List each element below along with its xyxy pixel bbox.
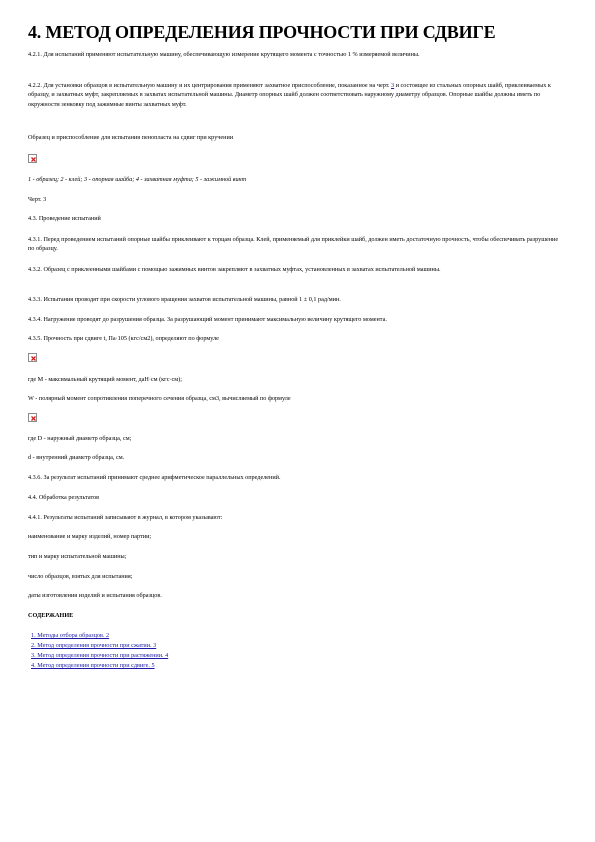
paragraph-4-2-2 xyxy=(28,81,563,109)
drawing-label: Черт. 3 xyxy=(28,196,47,203)
toc-link-2[interactable]: 2. Метод определения прочности при сжатии. 3 xyxy=(31,642,157,649)
paragraph-4-3-6: 4.3.6. За результат испытаний принимают среднее арифметическое параллельных определений. xyxy=(28,474,281,481)
drawing-3-link[interactable]: 3 xyxy=(391,82,395,89)
subsection-heading-4-3: 4.3. Проведение испытаний xyxy=(28,215,101,222)
paragraph-4-3-4: 4.3.4. Нагружение проводят до разрушения образца. За разрушающий момент принимают максимальную величину крутящего момента. xyxy=(28,316,387,323)
where-d-outer: где D - наружный диаметр образца, см; xyxy=(28,435,132,442)
toc-link-4[interactable]: 4. Метод определения прочности при сдвиге. 5 xyxy=(31,662,155,669)
where-w: W - полярный момент сопротивления поперечного сечения образца, см3, вычисляемый по формуле xyxy=(28,395,291,402)
list-item: наименование и марку изделий, номер партии; xyxy=(28,533,152,540)
where-d-inner: d - внутренний диаметр образца, см. xyxy=(28,454,125,461)
subsection-heading-4-4: 4.4. Обработка результатов xyxy=(28,494,100,501)
table-of-contents xyxy=(31,631,168,671)
paragraph-4-3-3: 4.3.3. Испытания проводят при скорости углового вращения захватов испытательной машины, равной 1 ± 0,1 рад/мин. xyxy=(28,296,341,303)
paragraph-4-2-2-text-a: 4.2.2. Для установки образцов в испытательную машину и их центрирования применяют захватное приспособление, показанное на черт. xyxy=(28,82,392,89)
section-title: 4. МЕТОД ОПРЕДЕЛЕНИЯ ПРОЧНОСТИ ПРИ СДВИГЕ xyxy=(28,22,496,42)
broken-image-icon xyxy=(28,353,37,362)
paragraph-4-3-5: 4.3.5. Прочность при сдвиге t, Па·105 (кгс/см2), определяют по формуле xyxy=(28,335,219,342)
toc-title: СОДЕРЖАНИЕ xyxy=(28,612,74,619)
paragraph-4-3-2: 4.3.2. Образец с приклеенными шайбами с помощью зажимных винтов закрепляют в захватных муфтах, установленных в захватах испытательной машины. xyxy=(28,266,441,273)
toc-link-1[interactable]: 1. Методы отбора образцов. 2 xyxy=(31,632,110,639)
broken-image-icon xyxy=(28,154,37,163)
figure-caption: Образец и приспособление для испытания пенопласта на сдвиг при кручении xyxy=(28,134,234,141)
paragraph-4-4-1: 4.4.1. Результаты испытаний записывают в журнал, в котором указывают: xyxy=(28,514,223,521)
where-m: где М - максимальный крутящий момент, даН·см (кгс·см); xyxy=(28,376,182,383)
list-item: даты изготовления изделий и испытания образцов. xyxy=(28,592,162,599)
paragraph-4-2-1: 4.2.1. Для испытаний применяют испытательную машину, обеспечивающую измерение крутящего момента с точностью 1 % измеряемой величины. xyxy=(28,51,420,58)
figure-legend: 1 - образец; 2 - клей; 3 - опорная шайба; 4 - захватная муфта; 5 - зажимной винт xyxy=(28,176,247,183)
toc-link-3[interactable]: 3. Метод определения прочности при растяжении. 4 xyxy=(31,652,169,659)
paragraph-4-3-1: 4.3.1. Перед проведением испытаний опорные шайбы приклеивают к торцам образца. Клей, применяемый для приклейки шайб, должен иметь достаточную прочность, чтобы обеспечивать разрушение по образцу. xyxy=(28,236,559,253)
list-item: число образцов, взятых для испытания; xyxy=(28,573,133,580)
broken-image-icon xyxy=(28,413,37,422)
paragraph-4-2-2-text-b: и состоящее из стальных опорных шайб, приклеиваемых к образцу, и захватных муфт, закрепляемых в захватах испытательной машины. Диаметр опорных шайб должен соответствовать наружному диаметру образцов. Опорные шайбы должны иметь по окружности зенковку под зажимные винты захватных муфт. xyxy=(28,82,551,108)
list-item: тип и марку испытательной машины; xyxy=(28,553,127,560)
